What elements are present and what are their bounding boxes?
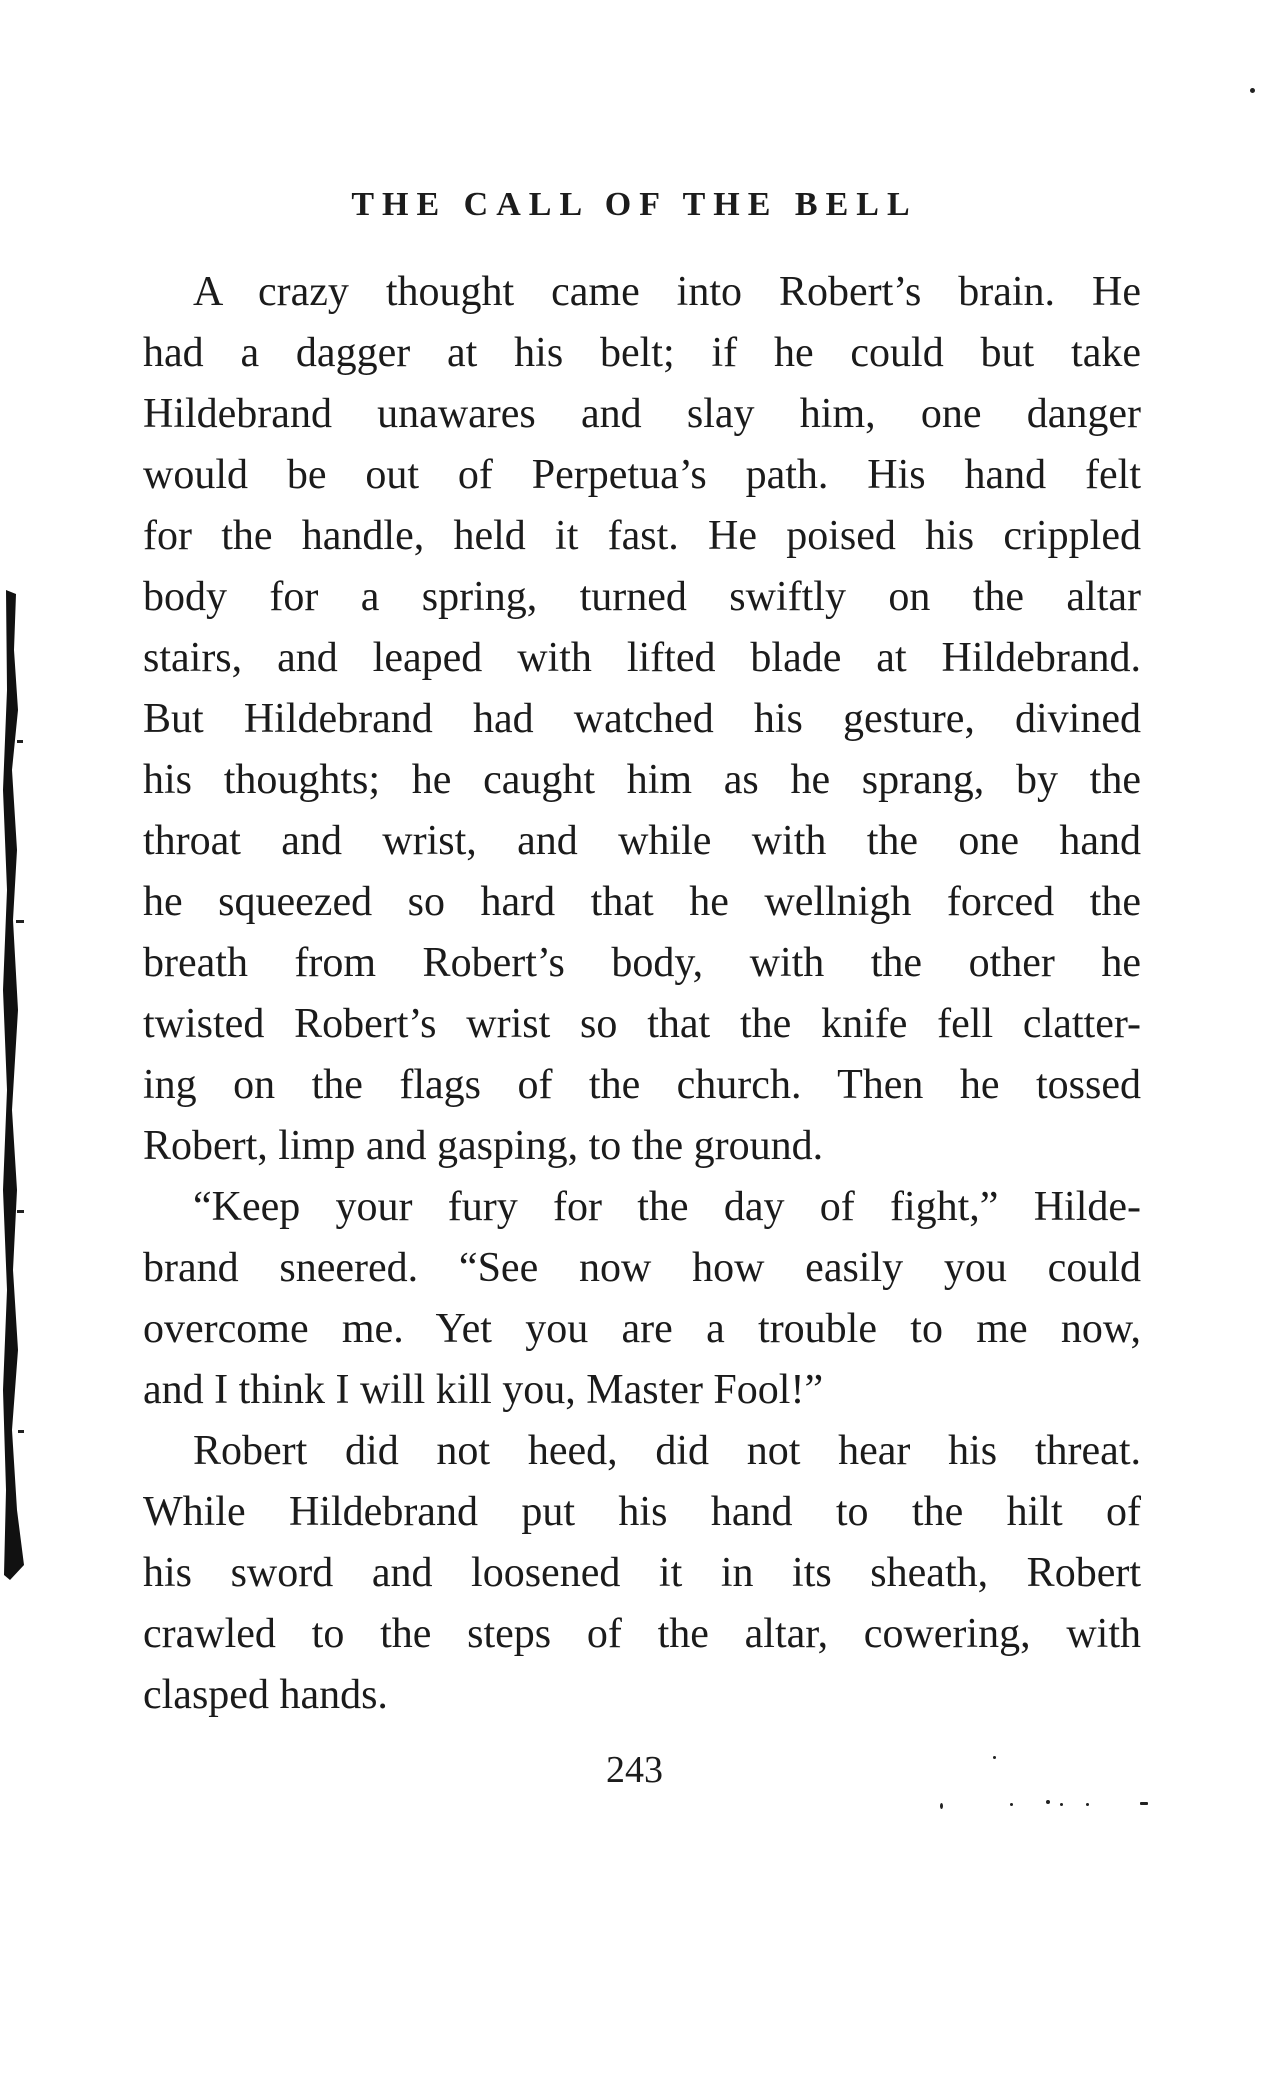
text-line: Hildebrand unawares and slay him, one danger (143, 391, 1141, 437)
text-line: had a dagger at his belt; if he could but take (143, 330, 1141, 376)
binding-edge-shadow (0, 590, 30, 1580)
text-line: A crazy thought came into Robert’s brain. He (193, 269, 1141, 315)
text-line: crawled to the steps of the altar, cowering, with (143, 1611, 1141, 1657)
running-head: THE CALL OF THE BELL (351, 186, 918, 223)
text-line: his sword and loosened it in its sheath, Robert (143, 1550, 1141, 1596)
text-line: for the handle, held it fast. He poised his crippled (143, 513, 1141, 559)
text-line: throat and wrist, and while with the one hand (143, 818, 1141, 864)
text-line: “Keep your fury for the day of fight,” Hilde- (193, 1184, 1141, 1230)
text-line: and I think I will kill you, Master Fool!” (143, 1367, 824, 1413)
text-line: his thoughts; he caught him as he sprang, by the (143, 757, 1141, 803)
text-line: ing on the flags of the church. Then he tossed (143, 1062, 1141, 1108)
text-line: clasped hands. (143, 1672, 388, 1718)
text-line: twisted Robert’s wrist so that the knife fell clatter- (143, 1001, 1141, 1047)
text-line: body for a spring, turned swiftly on the altar (143, 574, 1141, 620)
text-line: breath from Robert’s body, with the other he (143, 940, 1141, 986)
scan-speck (1046, 1800, 1050, 1804)
text-line: Robert, limp and gasping, to the ground. (143, 1123, 824, 1169)
scan-speck (1250, 88, 1255, 93)
scan-speck (1060, 1803, 1063, 1806)
text-line: brand sneered. “See now how easily you could (143, 1245, 1141, 1291)
text-line: would be out of Perpetua’s path. His hand felt (143, 452, 1141, 498)
text-line: While Hildebrand put his hand to the hilt of (143, 1489, 1141, 1535)
text-line: overcome me. Yet you are a trouble to me now, (143, 1306, 1141, 1352)
text-line: Robert did not heed, did not hear his threat. (193, 1428, 1141, 1474)
text-line: But Hildebrand had watched his gesture, divined (143, 696, 1141, 742)
page-number: 243 (606, 1749, 663, 1791)
scan-speck (1140, 1802, 1148, 1805)
text-line: stairs, and leaped with lifted blade at Hildebrand. (143, 635, 1141, 681)
scan-speck (993, 1756, 996, 1759)
scan-speck (1010, 1803, 1013, 1806)
text-line: he squeezed so hard that he wellnigh forced the (143, 879, 1141, 925)
scan-speck (940, 1803, 943, 1809)
scan-speck (1086, 1803, 1089, 1806)
body-text (143, 262, 1141, 1726)
